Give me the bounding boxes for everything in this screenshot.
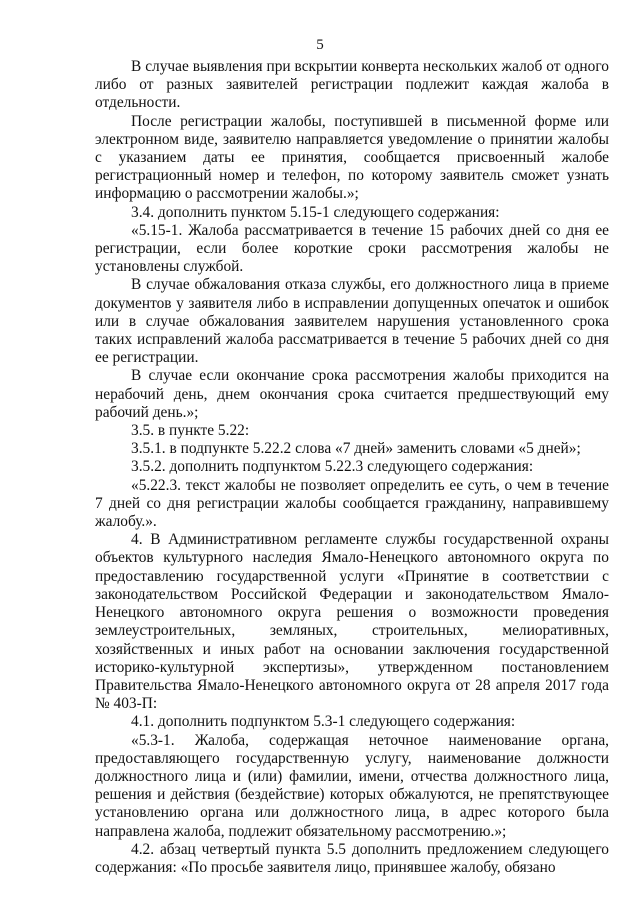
paragraph-item-3-4: 3.4. дополнить пунктом 5.15-1 следующего содержания: <box>131 203 500 221</box>
paragraph-item-3-5-1: 3.5.1. в подпункте 5.22.2 слова «7 дней» заменить словами «5 дней»; <box>131 440 581 458</box>
paragraph-item-4-2: 4.2. абзац четвертый пункта 5.5 дополнить предложением следующего содержания: «По просьбе заявителя лицо, принявшее жалобу, обязано <box>95 840 609 876</box>
paragraph-5-3-1: «5.3-1. Жалоба, содержащая неточное наименование органа, предоставляющего государственную услугу, наименование должности должностного лица и (или) фамилии, имени, отчества должностного лица, решения и действия (бездействие) которых обжалуются, не препятствующее установлению органа или должностного лица, в адрес которого была направлена жалоба, подлежит обязательному рассмотрению.»; <box>95 731 609 840</box>
paragraph-item-4: 4. В Административном регламенте службы государственной охраны объектов культурного наследия Ямало-Ненецкого автономного округа по предоставлению государственной услуги «Принятие в соответствии с законодательством Российской Федерации и законодательством Ямало-Ненецкого автономного округа решения о возможности проведения землеустроительных, земляных, строительных, мелиоративных, хозяйственных и иных работ на основании заключения государственной историко-культурной экспертизы», утвержденном постановлением Правительства Ямало-Ненецкого автономного округа от 28 апреля 2017 года № 403-П: <box>95 531 609 713</box>
page-number: 5 <box>316 37 324 53</box>
paragraph-complaints-separately: В случае выявления при вскрытии конверта нескольких жалоб от одного либо от разных заявителей регистрации подлежит каждая жалоба в отдельности. <box>95 58 609 112</box>
paragraph-item-3-5-2: 3.5.2. дополнить подпунктом 5.22.3 следующего содержания: <box>131 458 534 476</box>
paragraph-registration-notice: После регистрации жалобы, поступившей в письменной форме или электронном виде, заявителю направляется уведомление о принятии жалобы с указанием даты ее принятия, сообщается присвоенный жалобе регистрационный номер и телефон, по которому заявитель сможет узнать информацию о рассмотрении жалобы.»; <box>95 112 609 203</box>
paragraph-item-3-5: 3.5. в пункте 5.22: <box>131 422 250 440</box>
document-body <box>95 58 609 877</box>
paragraph-non-working-day: В случае если окончание срока рассмотрения жалобы приходится на нерабочий день, днем окончания срока считается предшествующий ему рабочий день.»; <box>95 367 609 421</box>
paragraph-5-22-3: «5.22.3. текст жалобы не позволяет определить ее суть, о чем в течение 7 дней со дня регистрации жалобы сообщается гражданину, направившему жалобу.». <box>95 476 609 531</box>
paragraph-item-4-1: 4.1. дополнить подпунктом 5.3-1 следующего содержания: <box>131 713 516 731</box>
paragraph-5-15-1: «5.15-1. Жалоба рассматривается в течение 15 рабочих дней со дня ее регистрации, если более короткие сроки рассмотрения жалобы не установлены службой. <box>95 221 609 276</box>
paragraph-appeal-refusal: В случае обжалования отказа службы, его должностного лица в приеме документов у заявителя либо в исправлении допущенных опечаток и ошибок или в случае обжалования заявителем нарушения установленного срока таких исправлений жалоба рассматривается в течение 5 рабочих дней со дня ее регистрации. <box>95 276 609 367</box>
